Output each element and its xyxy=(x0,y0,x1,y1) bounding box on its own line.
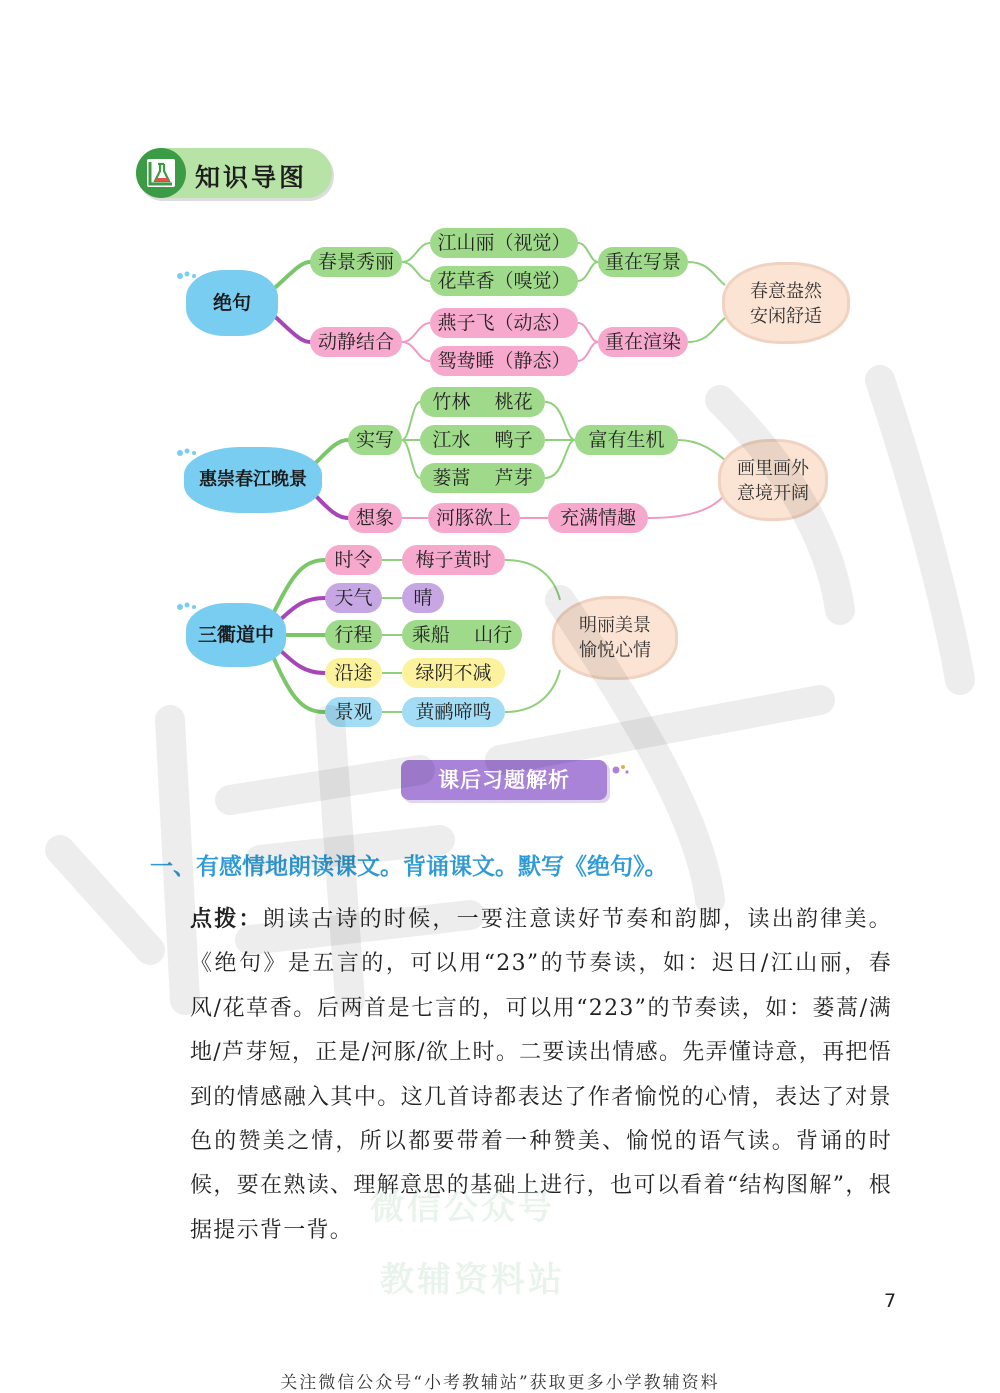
mindmap-leaf: 花草香（嗅觉） xyxy=(430,266,578,296)
mindmap-cloud-line: 明丽美景 xyxy=(579,615,651,636)
mindmap-summary: 富有生机 xyxy=(575,425,678,455)
analysis-label: 点拨： xyxy=(190,907,263,932)
mindmap-leaf: 黄鹂啼鸣 xyxy=(402,697,505,727)
mindmap-cloud-line: 愉悦心情 xyxy=(579,640,651,661)
mindmap-summary: 重在渲染 xyxy=(598,327,688,357)
mindmap-root-sanqu: 三衢道中 xyxy=(186,603,286,667)
mindmap-leaf: 晴 xyxy=(402,583,444,613)
mindmap-cloud-line: 春意盎然 xyxy=(750,281,822,302)
mindmap-summary: 重在写景 xyxy=(598,247,688,277)
mindmap-branch: 天气 xyxy=(325,583,382,613)
mindmap-branch: 春景秀丽 xyxy=(310,247,402,277)
mindmap-leaf: 燕子飞（动态） xyxy=(430,308,578,338)
mindmap-root-jueju: 绝句 xyxy=(186,270,278,336)
mindmap-leaf: 绿阴不减 xyxy=(402,658,505,688)
mindmap-leaf: 鸳鸯睡（静态） xyxy=(430,346,578,376)
mindmap-leaf: 江水 鸭子 xyxy=(420,425,545,455)
page-footer: 关注微信公众号“小考教辅站”获取更多小学教辅资料 xyxy=(280,1373,720,1393)
mindmap-cloud-line: 画里画外 xyxy=(737,458,809,479)
analysis-text: 朗读古诗的时候，一要注意读好节奏和韵脚，读出韵律美。《绝句》是五言的，可以用“23”的节奏读，如：迟日/江山丽，春风/花草香。后两首是七言的，可以用“223”的节奏读，如：蒌蒿/满地/芦芽短，正是/河豚/欲上时。二要读出情感。先弄懂诗意，再把悟到的情感融入其中。这几首诗都表达了作者愉悦的心情，表达了对景色的赞美之情，所以都要带着一种赞美、愉悦的语气读。背诵的时候，要在熟读、理解意思的基础上进行，也可以看着“结构图解”，根据提示背一背。 xyxy=(190,907,892,1243)
decor-dots-icon xyxy=(610,762,632,778)
mindmap-branch: 景观 xyxy=(325,697,382,727)
mindmap-cloud xyxy=(722,262,850,344)
mindmap-leaf: 蒌蒿 芦芽 xyxy=(420,463,545,493)
mindmap-branch: 实写 xyxy=(348,425,402,455)
mindmap-branch: 沿途 xyxy=(325,658,382,688)
watermark-text: 微信公众号 xyxy=(370,1188,555,1228)
mindmap-cloud xyxy=(552,596,678,680)
mindmap-cloud-line: 意境开阔 xyxy=(737,483,809,504)
mindmap-cloud-line: 安闲舒适 xyxy=(750,306,822,327)
mindmap-summary: 充满情趣 xyxy=(548,503,648,533)
section-banner-title: 课后习题解析 xyxy=(438,768,570,792)
mindmap-root-huichong: 惠崇春江晚景 xyxy=(184,447,322,513)
mindmap-leaf: 竹林 桃花 xyxy=(420,387,545,417)
mindmap-leaf: 乘船 山行 xyxy=(402,620,522,650)
mindmap-cloud xyxy=(718,439,828,521)
mindmap-branch: 动静结合 xyxy=(310,327,402,357)
mindmap-leaf: 梅子黄时 xyxy=(402,545,505,575)
mindmap-branch: 想象 xyxy=(348,503,402,533)
page-number: 7 xyxy=(884,1290,897,1312)
mindmap-branch: 行程 xyxy=(325,620,382,650)
mindmap-leaf: 江山丽（视觉） xyxy=(430,228,578,258)
watermark-text: 教辅资料站 xyxy=(380,1260,565,1300)
question-heading: 一、有感情地朗读课文。背诵课文。默写《绝句》。 xyxy=(150,854,668,880)
mindmap-leaf: 河豚欲上 xyxy=(428,503,520,533)
mindmap-branch: 时令 xyxy=(325,545,382,575)
section-header-title: 知识导图 xyxy=(195,163,308,192)
